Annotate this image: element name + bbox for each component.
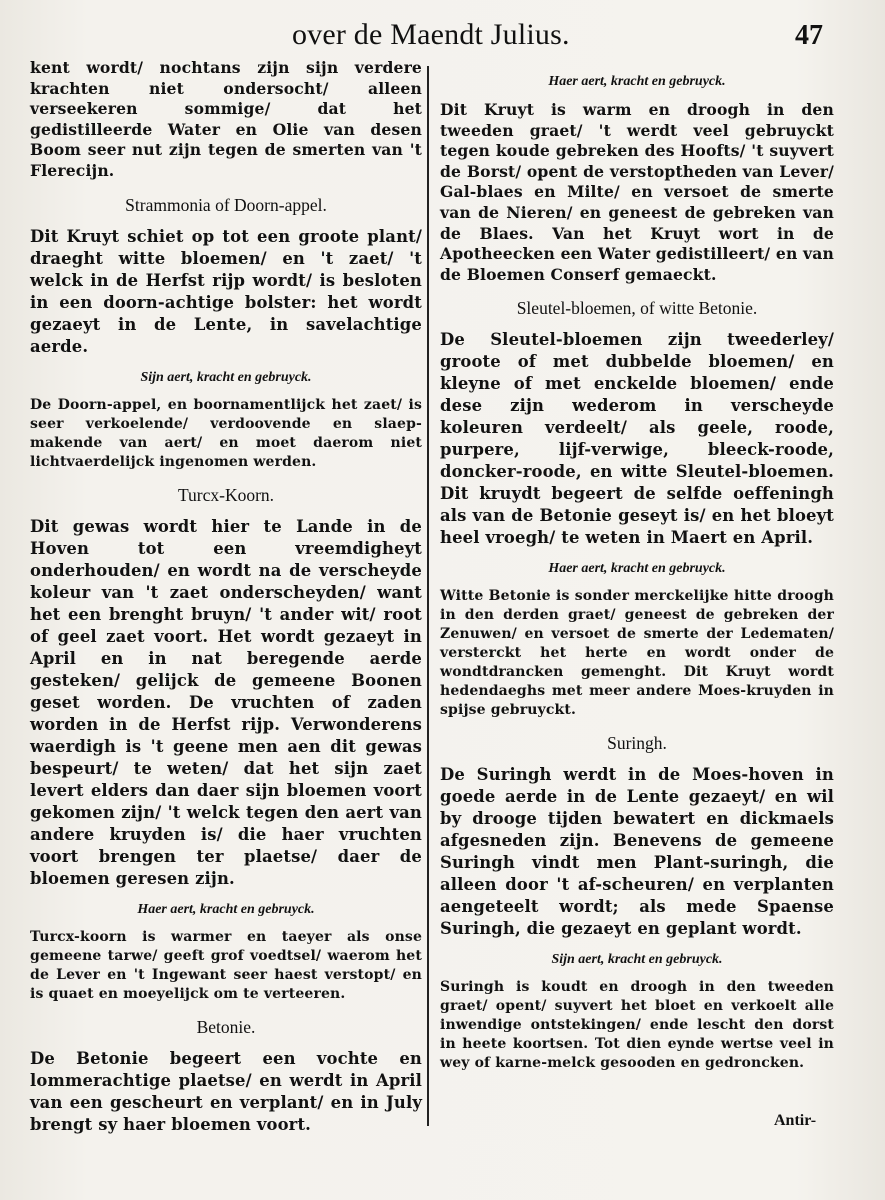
note-strammonia: De Doorn-appel, en boornamentlijck het zaet/ is seer verkoelende/ verdoovende en slaep-makende van aert/ en moet daerom niet lichtvaerdelijck ingenomen werden. [30,396,422,470]
subheading-strammonia: Sijn aert, kracht en gebruyck. [140,369,312,385]
section-title-betonie: Betonie. [196,1016,256,1037]
section-title-suringh: Suringh. [607,733,667,754]
section-body-suringh: De Suringh werdt in de Moes-hoven in goede aerde in de Lente gezaeyt/ en wil by drooge tijden bewatert en dickmaels afgesneden zijn. Benevens de gemeene Suringh vindt men Plant-suringh, die alleen door 't af-scheuren/ en verplanten aengeteelt wordt; als mede Spaense Suringh, die gezaeyt en geplant wordt. [440,765,834,939]
column-divider [427,66,429,1126]
right-column [440,58,834,1079]
note-betonie: Dit Kruyt is warm en droogh in den tweeden graet/ 't werdt veel gebruyckt tegen koude gebreken des Hoofts/ 't suyvert de Borst/ opent de verstoptheden van Lever/ Gal-blaes en Milte/ en versoet de smerte van de Nieren/ en geneest de gebreken van de Blaes. Van het Kruyt wort in de Apotheecken een Water gedistilleert/ en van de Bloemen Conserf gemaeckt. [440,100,834,284]
catchword: Antir- [774,1112,817,1129]
page-header [0,16,885,56]
section-body-sleutel-bloemen: De Sleutel-bloemen zijn tweederley/ groote of met dubbelde bloemen/ en kleyne of met enckelde bloemen/ ende dese zijn wederom in verscheyde koleuren verdeelt/ als geele, roode, purpere, lijf-verwige, bleeck-roode, doncker-roode, en witte Sleutel-bloemen. Dit kruydt begeert de selfde oeffeningh als van de Betonie geseyt is/ en het bloeyt heel vroegh/ te weten in Maert en April. [440,330,834,548]
section-title-sleutel-bloemen: Sleutel-bloemen, of witte Betonie. [516,298,758,319]
intro-paragraph: kent wordt/ nochtans zijn sijn verdere krachten niet ondersocht/ alleen verseekeren sommige/ dat het gedistilleerde Water en Olie van desen Boom seer nut zijn tegen de smerten van 't Flerecijn. [30,58,422,180]
note-turcx-koorn: Turcx-koorn is warmer en taeyer als onse gemeene tarwe/ geeft grof voedtsel/ waerom het de Lever en 't Ingewant seer haest verstopt/ en is quaet en moeyelijck om te verteeren. [30,928,422,1002]
section-body-turcx-koorn: Dit gewas wordt hier te Lande in de Hoven tot een vreemdigheyt onderhouden/ en wordt na de verscheyde koleur van 't zaet onderscheyden/ want het een brenght bruyn/ 't ander wit/ root of geel zaet voort. Het wordt gezaeyt in April en in nat beregende aerde gesteken/ gelijck de gemeene Boonen geset worden. De vruchten of zaden worden in de Herfst rijp. Verwonderens waerdigh is 't geene men aen dit gewas bespeurt/ te weten/ dat het sijn zaet levert elders dan daer sijn bloemen voort gekomen zijn/ 't welck tegen den aert van andere kruyden is/ die haer vruchten voort brengen ter plaetse/ daer de bloemen geresen zijn. [30,516,422,888]
subheading-suringh: Sijn aert, kracht en gebruyck. [551,952,723,968]
section-title-turcx-koorn: Turcx-Koorn. [177,484,275,505]
section-title-strammonia: Strammonia of Doorn-appel. [125,194,327,215]
section-body-strammonia: Dit Kruyt schiet op tot een groote plant/ draeght witte bloemen/ en 't zaet/ 't welck in de Herfst rijp wordt/ is besloten in een doorn-achtige bolster: het wordt gezaeyt in de Lente, in savelachtige aerde. [30,226,422,356]
subheading-sleutel-bloemen: Haer aert, kracht en gebruyck. [548,561,726,577]
section-body-betonie: De Betonie begeert een vochte en lommerachtige plaetse/ en werdt in April van een gescheurt en verplant/ en in July brengt sy haer bloemen voort. [30,1048,422,1134]
note-suringh: Suringh is koudt en droogh in den tweeden graet/ opent/ suyvert het bloet en verkoelt alle inwendige ontstekingen/ ende lescht den dorst in heete koortsen. Tot dien eynde wertse veel in wey of karne-melck gesooden en gedroncken. [440,979,834,1072]
running-title: over de Maendt Julius. [292,18,570,51]
note-sleutel-bloemen: Witte Betonie is sonder merckelijke hitte droogh in den derden graet/ geneest de gebreken der Zenuwen/ en versoet de smerte der Ledematen/ versterckt het herte en wordt onder de wondtdrancken gemenght. Dit Kruyt wordt hedendaeghs met meer andere Moes-kruyden in spijse gebruyckt. [440,588,834,719]
page-number: 47 [795,20,823,51]
subheading-turcx-koorn: Haer aert, kracht en gebruyck. [137,901,315,917]
subheading-betonie: Haer aert, kracht en gebruyck. [548,74,726,89]
left-column [30,58,422,1144]
